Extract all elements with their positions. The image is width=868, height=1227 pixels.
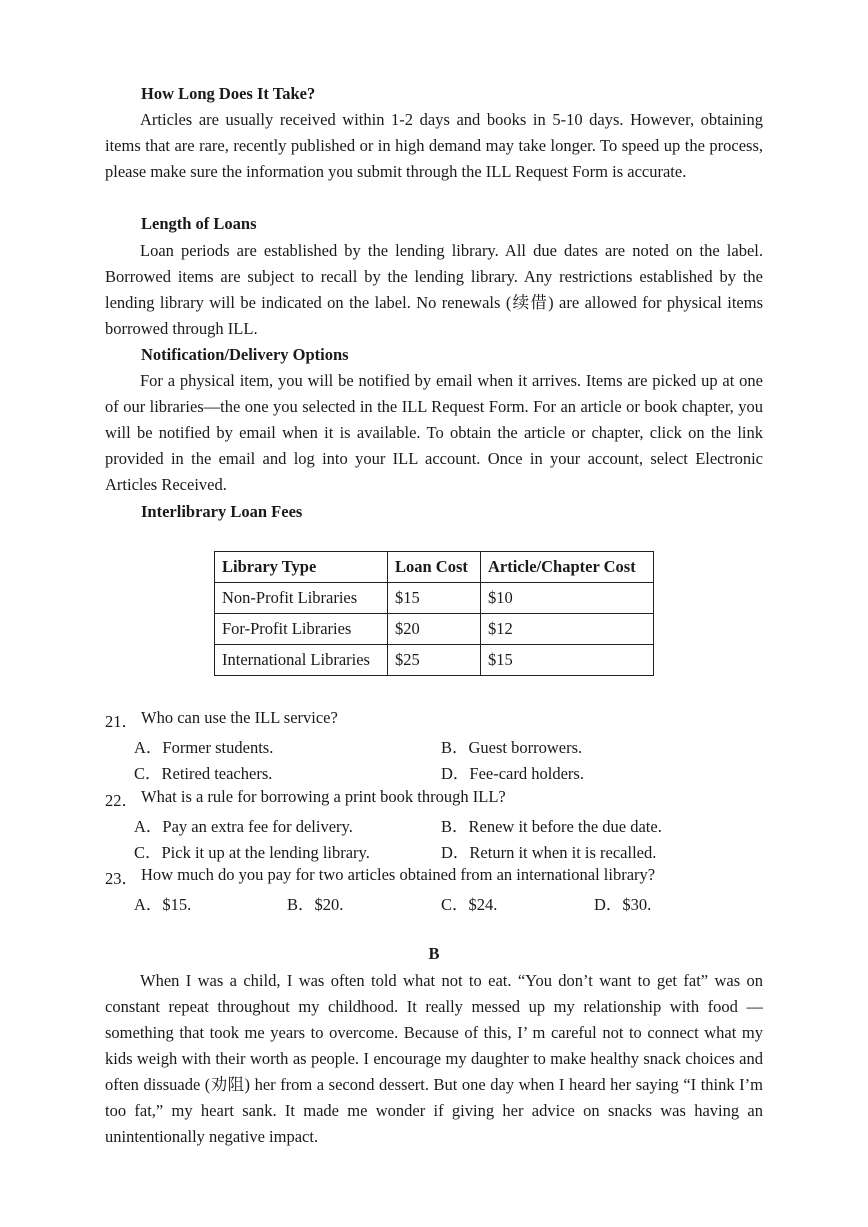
table-cell: $15 <box>481 645 654 676</box>
table-cell: $25 <box>388 645 481 676</box>
paragraph-text: Loan periods are established by the lending library. All due dates are noted on the label. Borrowed items are subject to recall by the lending library. Any restrictions established by the lending library will be indicated on the label. No renewals (续借) are allowed for physical items borrowed through ILL. <box>105 241 763 338</box>
table-cell: Non-Profit Libraries <box>215 583 388 614</box>
question-number-22: 22． <box>105 791 138 810</box>
section-heading-notification: Notification/Delivery Options <box>141 345 349 364</box>
table-row <box>215 614 654 645</box>
option-21-b[interactable]: B．Guest borrowers. <box>441 738 583 757</box>
option-23-c[interactable]: C．$24. <box>441 895 498 914</box>
option-22-d[interactable]: D．Return it when it is recalled. <box>441 843 657 862</box>
paragraph-section-b <box>105 968 763 1150</box>
option-23-a[interactable]: A．$15. <box>134 895 192 914</box>
table-header-row <box>215 552 654 583</box>
question-text-21: Who can use the ILL service? <box>141 708 338 727</box>
section-heading-length-of-loans: Length of Loans <box>141 214 257 233</box>
option-22-b[interactable]: B．Renew it before the due date. <box>441 817 662 836</box>
option-21-c[interactable]: C．Retired teachers. <box>134 764 273 783</box>
paragraph-text: Articles are usually received within 1-2 days and books in 5-10 days. However, obtaining items that are rare, recently published or in high demand may take longer. To speed up the process, please make sure the information you submit through the ILL Request Form is accurate. <box>105 110 763 181</box>
table-cell: For-Profit Libraries <box>215 614 388 645</box>
column-header: Library Type <box>215 552 388 583</box>
table-cell: International Libraries <box>215 645 388 676</box>
paragraph-text: For a physical item, you will be notified by email when it arrives. Items are picked up at one of our libraries—the one you selected in the ILL Request Form. For an article or book chapter, you will be notified by email when it is available. To obtain the article or chapter, click on the link provided in the email and log into your ILL account. Once in your account, select Electronic Articles Received. <box>105 371 763 494</box>
option-21-d[interactable]: D．Fee-card holders. <box>441 764 584 783</box>
table-cell: $12 <box>481 614 654 645</box>
option-23-d[interactable]: D．$30. <box>594 895 652 914</box>
paragraph-text: When I was a child, I was often told what not to eat. “You don’t want to get fat” was on constant repeat throughout my childhood. It really messed up my relationship with food — something that took me years to overcome. Because of this, I’ m careful not to connect what my kids weigh with their worth as people. I encourage my daughter to make healthy snack choices and often dissuade (劝阻) her from a second dessert. But one day when I heard her saying “I think I’m too fat,” my heart sank. It made me wonder if giving her advice on snacks was having an unintentionally negative impact. <box>105 971 763 1146</box>
option-21-a[interactable]: A．Former students. <box>134 738 274 757</box>
question-text-23: How much do you pay for two articles obtained from an international library? <box>141 865 656 884</box>
paragraph-notification <box>105 368 763 498</box>
option-22-a[interactable]: A．Pay an extra fee for delivery. <box>134 817 353 836</box>
section-heading-how-long: How Long Does It Take? <box>141 84 316 103</box>
paragraph-how-long <box>105 107 763 185</box>
option-22-c[interactable]: C．Pick it up at the lending library. <box>134 843 370 862</box>
column-header: Article/Chapter Cost <box>481 552 654 583</box>
section-heading-fees: Interlibrary Loan Fees <box>141 502 303 521</box>
table-cell: $20 <box>388 614 481 645</box>
fees-table <box>214 551 654 676</box>
question-text-22: What is a rule for borrowing a print book through ILL? <box>141 787 506 806</box>
question-number-21: 21． <box>105 712 138 731</box>
question-number-23: 23． <box>105 869 138 888</box>
table-cell: $10 <box>481 583 654 614</box>
table-row <box>215 583 654 614</box>
table-row <box>215 645 654 676</box>
option-23-b[interactable]: B．$20. <box>287 895 344 914</box>
column-header: Loan Cost <box>388 552 481 583</box>
section-b-label: B <box>428 944 440 963</box>
table-cell: $15 <box>388 583 481 614</box>
paragraph-length-of-loans <box>105 238 763 342</box>
